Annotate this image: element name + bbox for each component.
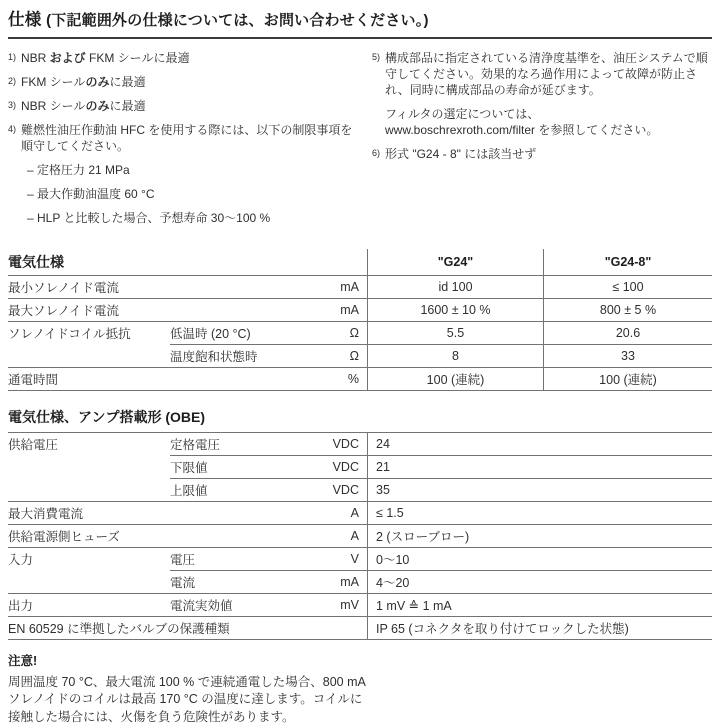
footnotes-right-column xyxy=(372,50,712,234)
value-g24: id 100 xyxy=(367,275,543,298)
footnote-text: FKM シールに最適 xyxy=(86,51,190,65)
row-unit: A xyxy=(288,524,367,547)
row-sublabel: 定格電圧 xyxy=(170,432,288,455)
row-unit: VDC xyxy=(288,478,367,501)
row-label: 最小ソレノイド電流 xyxy=(8,275,170,298)
table-row xyxy=(8,570,712,593)
footnote-subitem: – 最大作動油温度 60 °C xyxy=(27,186,358,202)
row-unit: Ω xyxy=(288,344,367,367)
value-g24: 1600 ± 10 % xyxy=(367,298,543,321)
row-label xyxy=(8,344,170,367)
footnote-number: 3) xyxy=(8,97,16,113)
footnote-text: NBR シール xyxy=(21,99,85,113)
row-sublabel: 上限値 xyxy=(170,478,288,501)
footnote-2 xyxy=(8,74,358,90)
table-row xyxy=(8,321,712,344)
footnote-text-bold: のみ xyxy=(85,99,109,113)
value-g24-8: 100 (連続) xyxy=(543,367,712,390)
filter-note-line: フィルタの選定については、 xyxy=(385,106,712,122)
table-row xyxy=(8,524,712,547)
row-value: 0〜10 xyxy=(367,547,712,570)
footnote-4-sublist xyxy=(21,162,358,226)
footnote-text: 形式 "G24 - 8" には該当せず xyxy=(385,147,536,161)
row-sublabel xyxy=(170,367,288,390)
notice-section xyxy=(8,653,712,726)
column-header-g24-8: "G24-8" xyxy=(543,249,712,275)
row-value: 2 (スローブロー) xyxy=(367,524,712,547)
row-value: ≤ 1.5 xyxy=(367,501,712,524)
footnote-4 xyxy=(8,122,358,226)
table-row xyxy=(8,432,712,455)
row-unit: A xyxy=(288,501,367,524)
row-unit: V xyxy=(288,547,367,570)
footnote-text: 難燃性油圧作動油 HFC を使用する際には、以下の制限事項を順守してください。 xyxy=(21,123,352,153)
row-label: ソレノイドコイル抵抗 xyxy=(8,321,170,344)
footnote-subitem: – 定格圧力 21 MPa xyxy=(27,162,358,178)
row-label: 最大ソレノイド電流 xyxy=(8,298,170,321)
row-sublabel xyxy=(170,524,288,547)
value-g24: 8 xyxy=(367,344,543,367)
footnote-5-filter-note xyxy=(385,106,712,138)
row-sublabel xyxy=(170,501,288,524)
footnote-text: FKM シール xyxy=(21,75,85,89)
value-g24: 100 (連続) xyxy=(367,367,543,390)
row-sublabel: 電流 xyxy=(170,570,288,593)
table-row xyxy=(8,593,712,616)
footnote-subitem: – HLP と比較した場合、予想寿命 30〜100 % xyxy=(27,210,358,226)
filter-url-text: www.boschrexroth.com/filter を参照してください。 xyxy=(385,122,712,138)
footnote-number: 6) xyxy=(372,145,380,161)
footnote-text: NBR xyxy=(21,51,50,65)
row-value: 1 mV ≙ 1 mA xyxy=(367,593,712,616)
row-label: 最大消費電流 xyxy=(8,501,170,524)
page-title-main: 仕様 xyxy=(8,11,41,29)
notice-line: 接触した場合には、火傷を負う危険性があります。 xyxy=(8,709,712,726)
notice-title: 注意! xyxy=(8,653,712,671)
footnote-text: に最適 xyxy=(109,75,145,89)
footnote-6 xyxy=(372,146,712,162)
footnotes-section xyxy=(8,50,712,234)
row-label: 入力 xyxy=(8,547,170,570)
value-g24-8: 800 ± 5 % xyxy=(543,298,712,321)
table-row xyxy=(8,616,712,639)
footnote-number: 2) xyxy=(8,73,16,89)
row-label: EN 60529 に準拠したバルブの保護種類 xyxy=(8,616,367,639)
value-g24-8: 20.6 xyxy=(543,321,712,344)
table-heading-electrical: 電気仕様 xyxy=(8,249,170,275)
row-label: 供給電源側ヒューズ xyxy=(8,524,170,547)
obe-spec-table xyxy=(8,432,712,640)
footnote-number: 5) xyxy=(372,49,380,65)
column-header-g24: "G24" xyxy=(367,249,543,275)
value-g24-8: 33 xyxy=(543,344,712,367)
row-value: IP 65 (コネクタを取り付けてロックした状態) xyxy=(367,616,712,639)
row-sublabel: 電流実効値 xyxy=(170,593,288,616)
footnote-5 xyxy=(372,50,712,138)
row-unit: VDC xyxy=(288,432,367,455)
footnote-1 xyxy=(8,50,358,66)
notice-line: ソレノイドのコイルは最高 170 °C の温度に達します。コイルに xyxy=(8,691,712,709)
row-sublabel: 電圧 xyxy=(170,547,288,570)
value-g24: 5.5 xyxy=(367,321,543,344)
footnote-number: 4) xyxy=(8,121,16,137)
value-g24-8: ≤ 100 xyxy=(543,275,712,298)
table-row xyxy=(8,275,712,298)
row-sublabel: 温度飽和状態時 xyxy=(170,344,288,367)
row-unit: Ω xyxy=(288,321,367,344)
row-value: 4〜20 xyxy=(367,570,712,593)
row-unit: mV xyxy=(288,593,367,616)
electrical-spec-table xyxy=(8,249,712,391)
row-sublabel: 低温時 (20 °C) xyxy=(170,321,288,344)
row-value: 21 xyxy=(367,455,712,478)
row-sublabel xyxy=(170,275,288,298)
row-unit: mA xyxy=(288,275,367,298)
row-label: 供給電圧 xyxy=(8,432,170,455)
footnote-number: 1) xyxy=(8,49,16,65)
footnote-text: に最適 xyxy=(109,99,145,113)
row-unit: % xyxy=(288,367,367,390)
row-value: 24 xyxy=(367,432,712,455)
notice-line: 周囲温度 70 °C、最大電流 100 % で連続通電した場合、800 mA xyxy=(8,674,712,692)
row-unit: mA xyxy=(288,298,367,321)
empty-cell xyxy=(288,249,367,275)
table-row xyxy=(8,501,712,524)
footnote-text-bold: のみ xyxy=(85,75,109,89)
footnote-text-bold: および xyxy=(50,51,86,65)
row-unit: VDC xyxy=(288,455,367,478)
table-heading-obe: 電気仕様、アンプ搭載形 (OBE) xyxy=(8,407,712,427)
footnote-text: 構成部品に指定されている清浄度基準を、油圧システムで順守してください。効果的なろ過作用によって故障が防止され、同時に構成部品の寿命が延びます。 xyxy=(385,51,708,97)
table-row xyxy=(8,455,712,478)
footnote-3 xyxy=(8,98,358,114)
row-unit: mA xyxy=(288,570,367,593)
row-sublabel xyxy=(170,298,288,321)
row-label xyxy=(8,455,170,478)
table-header-row xyxy=(8,249,712,275)
page-title-paren: (下記範囲外の仕様については、お問い合わせください。) xyxy=(46,12,429,29)
empty-cell xyxy=(170,249,288,275)
row-sublabel: 下限値 xyxy=(170,455,288,478)
row-label: 出力 xyxy=(8,593,170,616)
footnotes-left-column xyxy=(8,50,358,234)
page-title xyxy=(8,9,712,39)
row-label: 通電時間 xyxy=(8,367,170,390)
row-label xyxy=(8,570,170,593)
table-row xyxy=(8,298,712,321)
row-value: 35 xyxy=(367,478,712,501)
table-row xyxy=(8,547,712,570)
table-row xyxy=(8,367,712,390)
row-label xyxy=(8,478,170,501)
table-row xyxy=(8,344,712,367)
table-row xyxy=(8,478,712,501)
